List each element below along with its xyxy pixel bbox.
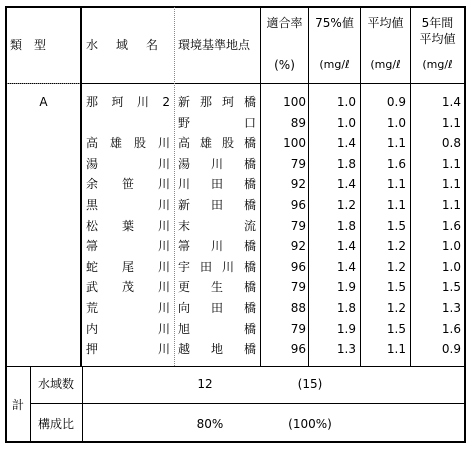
compliance-rate: 100 bbox=[283, 136, 306, 150]
p75-value: 1.3 bbox=[336, 342, 356, 356]
monitoring-point: 更 生 橋 bbox=[178, 280, 256, 294]
header-avg-unit: (mg/ℓ bbox=[370, 58, 401, 71]
header-rate-unit: (%) bbox=[274, 58, 295, 72]
monitoring-point: 越 地 橋 bbox=[178, 342, 256, 356]
compliance-rate: 79 bbox=[290, 157, 306, 171]
header-rate: 適合率 bbox=[266, 16, 303, 30]
five-year-average: 1.3 bbox=[441, 301, 461, 315]
average-value: 1.2 bbox=[386, 260, 406, 274]
p75-value: 1.2 bbox=[336, 198, 356, 212]
p75-value: 1.4 bbox=[336, 177, 356, 191]
totals-value-rule bbox=[82, 366, 83, 443]
compliance-rate: 88 bbox=[290, 301, 306, 315]
totals-count-label: 水域数 bbox=[38, 377, 75, 391]
average-value: 1.5 bbox=[386, 280, 406, 294]
water-name: 高 雄 股 川 bbox=[86, 136, 170, 150]
water-point-separator bbox=[174, 7, 175, 366]
totals-label-rule bbox=[30, 366, 31, 443]
water-name: 箒 川 bbox=[86, 239, 170, 253]
p75-value: 1.8 bbox=[336, 157, 356, 171]
compliance-rate: 89 bbox=[290, 116, 306, 130]
five-year-average: 1.0 bbox=[441, 239, 461, 253]
water-name: 松 葉 川 bbox=[86, 219, 170, 233]
compliance-rate: 92 bbox=[290, 239, 306, 253]
average-value: 1.0 bbox=[386, 116, 406, 130]
monitoring-point: 湯 川 橋 bbox=[178, 157, 256, 171]
totals-ratio-label: 構成比 bbox=[38, 417, 75, 431]
monitoring-point: 旭 橋 bbox=[178, 322, 256, 336]
average-value: 1.2 bbox=[386, 239, 406, 253]
five-year-average: 0.9 bbox=[441, 342, 461, 356]
monitoring-point: 野 口 bbox=[178, 116, 256, 130]
five-year-average: 1.1 bbox=[441, 177, 461, 191]
average-value: 1.1 bbox=[386, 342, 406, 356]
header-avg5-2: 平均値 bbox=[419, 32, 456, 46]
compliance-rate: 100 bbox=[283, 95, 306, 109]
monitoring-point: 末 流 bbox=[178, 219, 256, 233]
header-avg5-1: 5年間 bbox=[421, 16, 454, 30]
five-year-average: 1.6 bbox=[441, 219, 461, 233]
water-name: 荒 川 bbox=[86, 301, 170, 315]
compliance-rate: 96 bbox=[290, 342, 306, 356]
water-name: 余 笹 川 bbox=[86, 177, 170, 191]
totals-label: 計 bbox=[12, 398, 25, 412]
average-value: 0.9 bbox=[386, 95, 406, 109]
header-point: 環境基準地点 bbox=[178, 38, 251, 52]
five-year-average: 1.1 bbox=[441, 116, 461, 130]
five-year-average: 1.6 bbox=[441, 322, 461, 336]
compliance-rate: 96 bbox=[290, 198, 306, 212]
average-value: 1.1 bbox=[386, 177, 406, 191]
type-header-separator bbox=[7, 83, 80, 84]
p75-value: 1.0 bbox=[336, 116, 356, 130]
monitoring-point: 川 田 橋 bbox=[178, 177, 256, 191]
average-value: 1.5 bbox=[386, 219, 406, 233]
five-year-average: 1.1 bbox=[441, 157, 461, 171]
five-year-average: 0.8 bbox=[441, 136, 461, 150]
header-p75-unit: (mg/ℓ bbox=[319, 58, 350, 71]
header-avg: 平均値 bbox=[367, 16, 404, 30]
body-bottom-rule bbox=[5, 366, 466, 367]
average-value: 1.2 bbox=[386, 301, 406, 315]
type-col-rule bbox=[80, 6, 82, 366]
compliance-rate: 79 bbox=[290, 322, 306, 336]
monitoring-point: 新 那 珂 橋 bbox=[178, 95, 256, 109]
compliance-rate: 79 bbox=[290, 280, 306, 294]
water-name: 湯 川 bbox=[86, 157, 170, 171]
average-value: 1.1 bbox=[386, 198, 406, 212]
five-year-average: 1.5 bbox=[441, 280, 461, 294]
header-avg5-unit: (mg/ℓ bbox=[422, 58, 453, 71]
totals-ratio-value: 80% bbox=[196, 417, 224, 431]
compliance-rate: 92 bbox=[290, 177, 306, 191]
p75-value: 1.8 bbox=[336, 219, 356, 233]
monitoring-point: 向 田 橋 bbox=[178, 301, 256, 315]
type-value: A bbox=[39, 95, 48, 109]
average-value: 1.5 bbox=[386, 322, 406, 336]
totals-mid-rule bbox=[30, 403, 466, 404]
five-year-average: 1.4 bbox=[441, 95, 461, 109]
water-name: 押 川 bbox=[86, 342, 170, 356]
compliance-rate: 96 bbox=[290, 260, 306, 274]
water-name: 内 川 bbox=[86, 322, 170, 336]
header-p75: 75%値 bbox=[315, 16, 354, 30]
water-name: 蛇 尾 川 bbox=[86, 260, 170, 274]
monitoring-point: 宇 田 川 橋 bbox=[178, 260, 256, 274]
average-value: 1.6 bbox=[386, 157, 406, 171]
p75-value: 1.9 bbox=[336, 280, 356, 294]
p75-value: 1.9 bbox=[336, 322, 356, 336]
p75-value: 1.4 bbox=[336, 136, 356, 150]
monitoring-point: 高 雄 股 橋 bbox=[178, 136, 256, 150]
water-name: 那 珂 川 2 bbox=[86, 95, 170, 109]
average-value: 1.1 bbox=[386, 136, 406, 150]
header-water: 水 域 名 bbox=[86, 38, 162, 52]
monitoring-point: 箒 川 橋 bbox=[178, 239, 256, 253]
water-name: 黒 川 bbox=[86, 198, 170, 212]
p75-value: 1.8 bbox=[336, 301, 356, 315]
p75-value: 1.0 bbox=[336, 95, 356, 109]
five-year-average: 1.0 bbox=[441, 260, 461, 274]
p75-value: 1.4 bbox=[336, 239, 356, 253]
totals-count-total: (15) bbox=[297, 377, 323, 391]
compliance-rate: 79 bbox=[290, 219, 306, 233]
water-name: 武 茂 川 bbox=[86, 280, 170, 294]
header-type: 類 型 bbox=[10, 38, 47, 52]
monitoring-point: 新 田 橋 bbox=[178, 198, 256, 212]
p75-value: 1.4 bbox=[336, 260, 356, 274]
totals-count-value: 12 bbox=[197, 377, 213, 391]
totals-ratio-total: (100%) bbox=[288, 417, 332, 431]
five-year-average: 1.1 bbox=[441, 198, 461, 212]
